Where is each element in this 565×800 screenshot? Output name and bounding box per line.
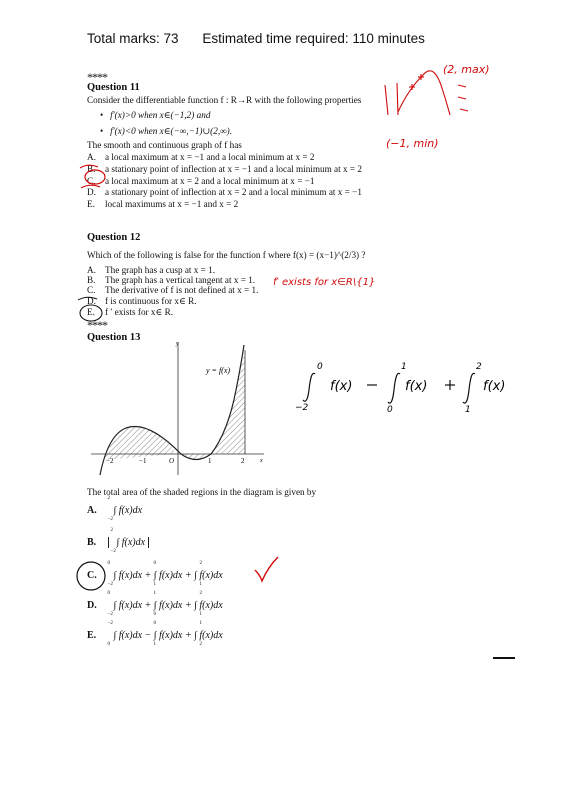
separator: ****: [87, 70, 107, 84]
q12-option-a[interactable]: A. The graph has a cusp at x = 1.: [87, 265, 216, 275]
lim3-bot: 1: [465, 405, 471, 415]
q13-graph: [86, 340, 266, 480]
q13-c-expr: 0 −2 0 1 2 1 ∫ f(x)dx + ∫ f(x)dx + ∫ f(x)dx: [107, 561, 223, 587]
circle-answer-c-q13: [77, 562, 105, 590]
q11-bullet-2: • f′(x)<0 when x∈(−∞,−1)∪(2,∞).: [100, 126, 233, 136]
tick-2: 2: [241, 457, 245, 465]
q13-handwriting-integral: [295, 360, 535, 420]
q11-bullet-1-text: f′(x)>0 when x∈(−1,2) and: [110, 110, 211, 120]
q13-d-expr: 0 −2 1 0 2 1 ∫ f(x)dx + ∫ f(x)dx + ∫ f(x)dx: [107, 591, 223, 617]
q11-handwriting: [78, 55, 548, 215]
question-13-title: Question 13: [87, 332, 141, 343]
y-axis-label: y: [176, 341, 179, 347]
total-marks: Total marks: 73: [87, 31, 179, 46]
q12-option-b[interactable]: B. The graph has a vertical tangent at x = 1.: [87, 275, 256, 285]
check-mark-icon: [255, 557, 278, 581]
lim1-bot: −2: [295, 403, 309, 413]
q13-handwriting-marks: [70, 555, 290, 595]
lim2-bot: 0: [387, 405, 393, 415]
annot-f-prime-exists: f′ exists for x∈R\{1}: [273, 277, 376, 288]
q11-bullet-2-text: f′(x)<0 when x∈(−∞,−1)∪(2,∞).: [110, 126, 233, 136]
q12-option-c[interactable]: C. The derivative of f is not defined at x = 1.: [87, 285, 259, 295]
q13-b-expr: 2 −2 ∫ f(x)dx: [108, 537, 150, 548]
lim2-top: 1: [401, 362, 407, 372]
q11-bullet-1: • f′(x)>0 when x∈(−1,2) and: [100, 110, 211, 120]
question-11-title: Question 11: [87, 82, 140, 93]
sketch-curve: [385, 71, 468, 115]
circle-answer-c: [85, 170, 105, 184]
q13-option-e[interactable]: E. −2 0 0 1 1 2 ∫ f(x)dx − ∫ f(x)dx + ∫ f(x)dx: [87, 621, 223, 647]
q12-option-e[interactable]: E. f ′ exists for x∈ R.: [87, 307, 174, 317]
lim3-top: 2: [476, 362, 482, 372]
curve-label: y = f(x): [206, 366, 231, 375]
lim1-top: 0: [317, 362, 323, 372]
q13-option-d[interactable]: D. 0 −2 1 0 2 1 ∫ f(x)dx + ∫ f(x)dx + ∫ f(x)dx: [87, 591, 223, 617]
q11-option-d[interactable]: D. a stationary point of inflection at x = 2 and a local minimum at x = −1: [87, 187, 362, 197]
estimated-time: Estimated time required: 110 minutes: [202, 31, 425, 46]
tick-minus1: −1: [139, 457, 147, 465]
q13-option-c[interactable]: C. 0 −2 0 1 2 1 ∫ f(x)dx + ∫ f(x)dx + ∫ f(x)dx: [87, 561, 223, 587]
strike-b: [80, 165, 98, 168]
divider-line: [493, 657, 515, 659]
question-12-title: Question 12: [87, 232, 141, 243]
q13-stem: The total area of the shaded regions in the diagram is given by: [87, 487, 317, 497]
tick-minus2: −2: [106, 457, 114, 465]
q11-option-b[interactable]: B. a stationary point of inflection at x = −1 and a local minimum at x = 2: [87, 164, 362, 174]
circle-answer-e: [80, 305, 102, 321]
q13-e-expr: −2 0 0 1 1 2 ∫ f(x)dx − ∫ f(x)dx + ∫ f(x)dx: [107, 621, 223, 647]
q12-option-d[interactable]: D. f is continuous for x∈ R.: [87, 296, 197, 306]
q11-intro: Consider the differentiable function f : R→R with the following properties: [87, 95, 362, 105]
q11-stem: The smooth and continuous graph of f has: [87, 140, 242, 150]
annot-minus1-min: (−1, min): [386, 137, 439, 150]
integral-sign-3: [463, 373, 475, 403]
integrand-3: f(x): [483, 379, 506, 394]
tick-origin: O: [169, 457, 175, 465]
integral-sign-1: [303, 373, 315, 401]
q12-handwriting: [75, 270, 405, 325]
q13-a-expr: 2 −2 ∫ f(x)dx: [107, 496, 143, 522]
shade-region-1: [104, 426, 174, 460]
integrand-2: f(x): [405, 379, 428, 394]
q11-option-a[interactable]: A. a local maximum at x = −1 and a local minimum at x = 2: [87, 152, 315, 162]
strike-d-q12: [78, 297, 97, 300]
x-axis-label: x: [260, 458, 263, 464]
q11-option-e[interactable]: E. local maximums at x = −1 and x = 2: [87, 199, 239, 209]
integrand-1: f(x): [330, 379, 353, 394]
q12-stem: Which of the following is false for the function f where f(x) = (x−1)^(2/3) ?: [87, 250, 366, 260]
annot-2-max: (2, max): [443, 63, 490, 76]
separator-2: ****: [87, 318, 107, 332]
page-header: [87, 31, 425, 46]
q11-option-c[interactable]: C. a local maximum at x = 2 and a local minimum at x = −1: [87, 176, 315, 186]
tick-1: 1: [208, 457, 212, 465]
integral-sign-2: [388, 373, 400, 403]
q13-option-b[interactable]: B. 2 −2 ∫ f(x)dx: [87, 537, 149, 548]
q13-option-a[interactable]: A. 2 −2 ∫ f(x)dx: [87, 496, 143, 522]
strike-d: [81, 185, 100, 188]
